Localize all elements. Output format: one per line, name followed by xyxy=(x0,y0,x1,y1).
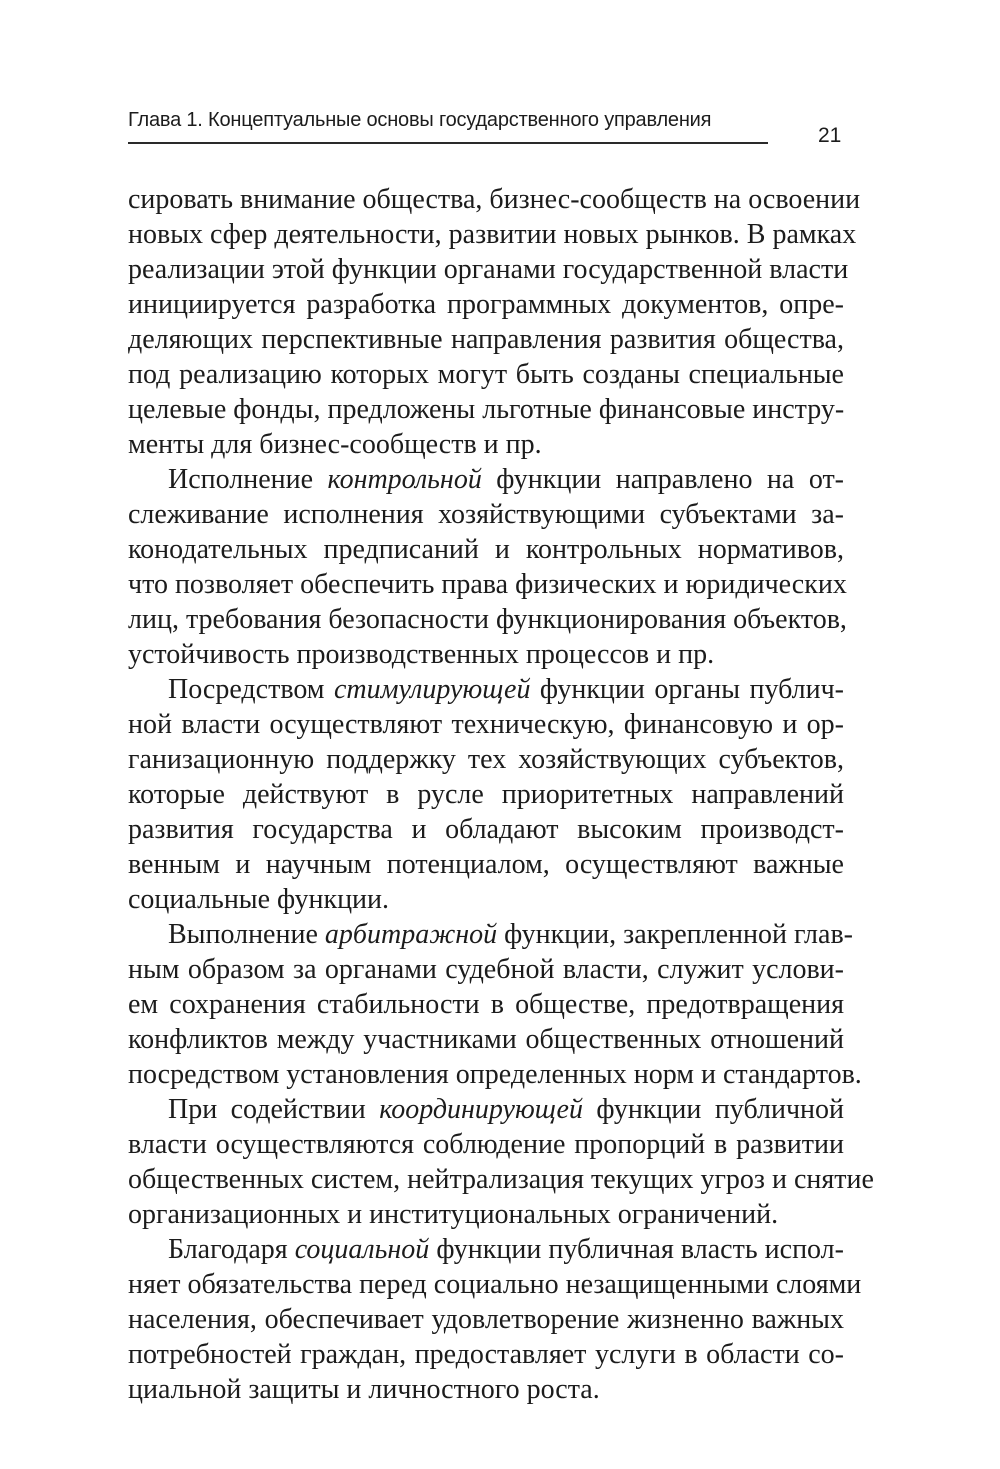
text-run: Посредством xyxy=(168,674,334,705)
text-run: При содействии xyxy=(168,1094,380,1125)
text-line-first xyxy=(128,917,853,952)
italic-term: социальной xyxy=(294,1234,430,1265)
text-line: деляющих перспективные направления развития общества, xyxy=(128,324,844,355)
italic-term: стимулирующей xyxy=(333,674,531,705)
text-line: менты для бизнес-сообществ и пр. xyxy=(128,429,542,460)
text-line: новых сфер деятельности, развитии новых рынков. В рамках xyxy=(128,219,857,250)
text-line: инициируется разработка программных документов, опре- xyxy=(128,289,844,320)
text-line-first xyxy=(128,462,844,497)
text-run: Исполнение xyxy=(168,464,328,495)
text-line: общественных систем, нейтрализация текущих угроз и снятие xyxy=(128,1164,874,1195)
text-run: Благодаря xyxy=(168,1234,295,1265)
text-line: устойчивость производственных процессов и пр. xyxy=(128,639,715,670)
text-line: реализации этой функции органами государственной власти xyxy=(128,254,849,285)
text-line: потребностей граждан, предоставляет услуги в области со- xyxy=(128,1339,844,1370)
paragraph-2 xyxy=(128,462,847,672)
text-line: власти осуществляются соблюдение пропорций в развитии xyxy=(128,1129,844,1160)
text-line-first xyxy=(128,1232,844,1267)
paragraph-3 xyxy=(128,672,844,917)
text-line: под реализацию которых могут быть созданы специальные xyxy=(128,359,844,390)
header-rule xyxy=(128,142,768,144)
text-line: няет обязательства перед социально незащищенными слоями xyxy=(128,1269,862,1300)
text-line: слеживание исполнения хозяйствующими субъектами за- xyxy=(128,499,844,530)
text-line-first xyxy=(128,1092,844,1127)
paragraph-6 xyxy=(128,1232,862,1407)
text-run: функции публичная власть испол- xyxy=(429,1234,844,1265)
text-line: ганизационную поддержку тех хозяйствующих субъектов, xyxy=(128,744,844,775)
text-line: циальной защиты и личностного роста. xyxy=(128,1374,600,1405)
italic-term: координирующей xyxy=(379,1094,583,1125)
text-line: лиц, требования безопасности функционирования объектов, xyxy=(128,604,847,635)
text-line: конодательных предписаний и контрольных нормативов, xyxy=(128,534,844,565)
text-run: функции, закрепленной глав- xyxy=(497,919,853,950)
paragraph-1 xyxy=(128,182,861,462)
text-line-first xyxy=(128,672,844,707)
text-line: населения, обеспечивает удовлетворение жизненно важных xyxy=(128,1304,844,1335)
paragraph-4 xyxy=(128,917,862,1092)
text-line: что позволяет обеспечить права физических и юридических xyxy=(128,569,847,600)
italic-term: арбитражной xyxy=(324,919,498,950)
text-line: ной власти осуществляют техническую, финансовую и ор- xyxy=(128,709,844,740)
italic-term: контрольной xyxy=(327,464,482,495)
running-head: Глава 1. Концептуальные основы государственного управления xyxy=(128,109,712,131)
text-line: ным образом за органами судебной власти, служит услови- xyxy=(128,954,844,985)
paragraph-5 xyxy=(128,1092,874,1232)
text-line: которые действуют в русле приоритетных направлений xyxy=(128,779,844,810)
text-run: Выполнение xyxy=(168,919,325,950)
text-run: функции публичной xyxy=(582,1094,844,1125)
text-line: ем сохранения стабильности в обществе, предотвращения xyxy=(128,989,844,1020)
text-line: сировать внимание общества, бизнес-сообществ на освоении xyxy=(128,184,861,215)
text-line: социальные функции. xyxy=(128,884,390,915)
text-line: организационных и институциональных ограничений. xyxy=(128,1199,779,1230)
body-text xyxy=(128,182,874,1407)
text-run: функции направлено на от- xyxy=(481,464,845,495)
text-line: целевые фонды, предложены льготные финансовые инстру- xyxy=(128,394,845,425)
page-number: 21 xyxy=(818,124,842,147)
text-line: посредством установления определенных норм и стандартов. xyxy=(128,1059,862,1090)
text-run: функции органы публич- xyxy=(530,674,844,705)
text-line: развития государства и обладают высоким производст- xyxy=(128,814,844,845)
text-line: венным и научным потенциалом, осуществляют важные xyxy=(128,849,844,880)
text-line: конфликтов между участниками общественных отношений xyxy=(128,1024,844,1055)
